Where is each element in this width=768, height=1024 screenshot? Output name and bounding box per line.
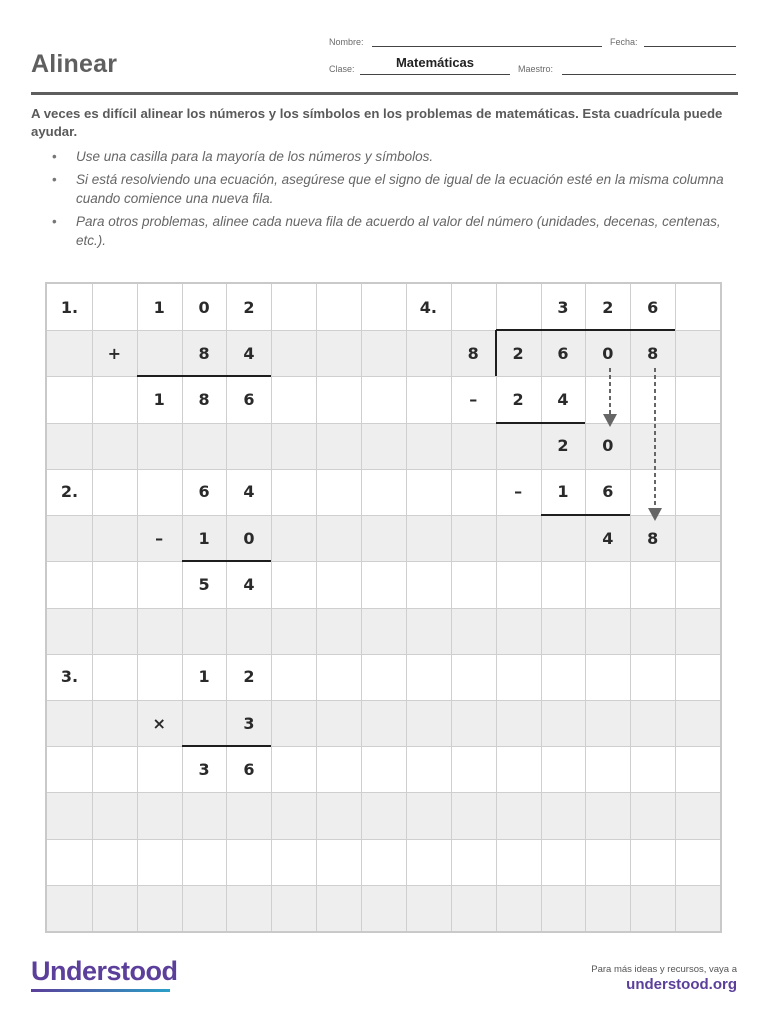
understood-logo[interactable]: [31, 956, 178, 987]
grid-cell-value: 4.: [419, 297, 437, 317]
grid-cell-value: 2: [243, 667, 255, 687]
footer-tagline: Para más ideas y recursos, vaya a: [591, 964, 737, 975]
logo-text: Understood: [31, 956, 178, 986]
grid-cell-value: 6: [602, 482, 614, 502]
grid-cell-value: 8: [198, 343, 210, 363]
logo-underline: [31, 989, 170, 992]
intro-text: A veces es difícil alinear los números y los símbolos en los problemas de matemáticas. Esta cuadrícula puede ayudar.: [31, 106, 723, 139]
grid-row: [47, 792, 720, 838]
grid-cell-value: +: [107, 343, 121, 363]
grid-cell-value: 1.: [60, 297, 79, 317]
grid-cell-value: 4: [243, 343, 255, 363]
grid-cell-value: 2: [512, 390, 524, 410]
grid-cell-value: 3.: [60, 667, 79, 687]
grid-cell-value: 2: [243, 297, 255, 317]
grid-row: [47, 839, 720, 885]
page-title: Alinear: [31, 50, 118, 78]
grid-row-line: [47, 654, 720, 655]
header-rule: [31, 92, 738, 95]
grid-cell-value: 8: [198, 390, 210, 410]
grid-row-line: [47, 839, 720, 840]
instruction-item: [50, 170, 730, 208]
grid-cell-value: 3: [198, 759, 210, 779]
grid-cell-value: 8: [467, 343, 479, 363]
grid-cell-value: 8: [647, 528, 659, 548]
grid-cell-value: 6: [243, 759, 255, 779]
clase-label: Clase:: [329, 64, 355, 74]
grid-cell-value: 4: [243, 574, 255, 594]
grid-row-line: [47, 608, 720, 609]
grid-cell-value: –: [155, 528, 164, 548]
grid-cell-value: 2: [602, 297, 614, 317]
grid-cell-value: 0: [198, 297, 210, 317]
grid-cell-value: 1: [153, 297, 165, 317]
grid-cell-value: 1: [198, 528, 210, 548]
grid-cell-value: 6: [647, 297, 659, 317]
grid-row: [47, 654, 720, 700]
instruction-list: [50, 147, 730, 254]
grid-row: [47, 561, 720, 607]
grid-cell-value: 3: [557, 297, 569, 317]
instruction-text: Use una casilla para la mayoría de los números y símbolos.: [76, 149, 434, 164]
grid-row-line: [47, 746, 720, 747]
grid-cell-value: 6: [557, 343, 569, 363]
nombre-line: [372, 46, 602, 47]
clase-value: Matemáticas: [395, 55, 475, 70]
grid-cell-value: 4: [243, 482, 255, 502]
grid-cell-value: 2: [557, 436, 569, 456]
maestro-label: Maestro:: [518, 64, 554, 74]
grid-row-line: [47, 561, 720, 562]
grid-row-line: [47, 885, 720, 886]
grid-cell-value: 3: [243, 713, 255, 733]
grid-cell-value: 2: [512, 343, 524, 363]
grid-cell-value: 5: [198, 574, 210, 594]
instruction-text: Si está resolviendo una ecuación, asegúrese que el signo de igual de la ecuación esté en la misma columna cuando comience una nueva fila.: [76, 172, 724, 206]
instruction-text: Para otros problemas, alinee cada nueva fila de acuerdo al valor del número (unidades, decenas, centenas, etc.).: [76, 214, 721, 248]
grid-cell-value: ×: [152, 713, 166, 733]
grid-cell-value: –: [514, 482, 523, 502]
clase-line: [360, 74, 510, 75]
grid-cell-value: –: [469, 390, 478, 410]
grid-cell-value: 1: [198, 667, 210, 687]
grid-cell-value: 1: [557, 482, 569, 502]
grid-cell-value: 2.: [60, 482, 79, 502]
fecha-label: Fecha:: [610, 37, 638, 47]
instruction-item: [50, 147, 730, 166]
alignment-grid: [45, 282, 722, 933]
grid-cell-value: 0: [602, 436, 614, 456]
bullet-icon: •: [52, 214, 57, 229]
footer-url-link[interactable]: understood.org: [626, 976, 737, 993]
nombre-label: Nombre:: [329, 37, 364, 47]
instruction-item: [50, 212, 730, 250]
grid-row-line: [47, 792, 720, 793]
bullet-icon: •: [52, 172, 57, 187]
grid-cell-value: 4: [602, 528, 614, 548]
grid-cell-value: 0: [602, 343, 614, 363]
grid-cell-value: 6: [198, 482, 210, 502]
grid-row: [47, 746, 720, 792]
bullet-icon: •: [52, 149, 57, 164]
grid-cell-value: 0: [243, 528, 255, 548]
fecha-line: [644, 46, 736, 47]
grid-cell-value: 4: [557, 390, 569, 410]
grid-cell-value: 6: [243, 390, 255, 410]
grid-cell-value: 8: [647, 343, 659, 363]
grid-row: [47, 608, 720, 654]
grid-row: [47, 885, 720, 931]
grid-cell-value: 1: [153, 390, 165, 410]
maestro-line: [562, 74, 736, 75]
